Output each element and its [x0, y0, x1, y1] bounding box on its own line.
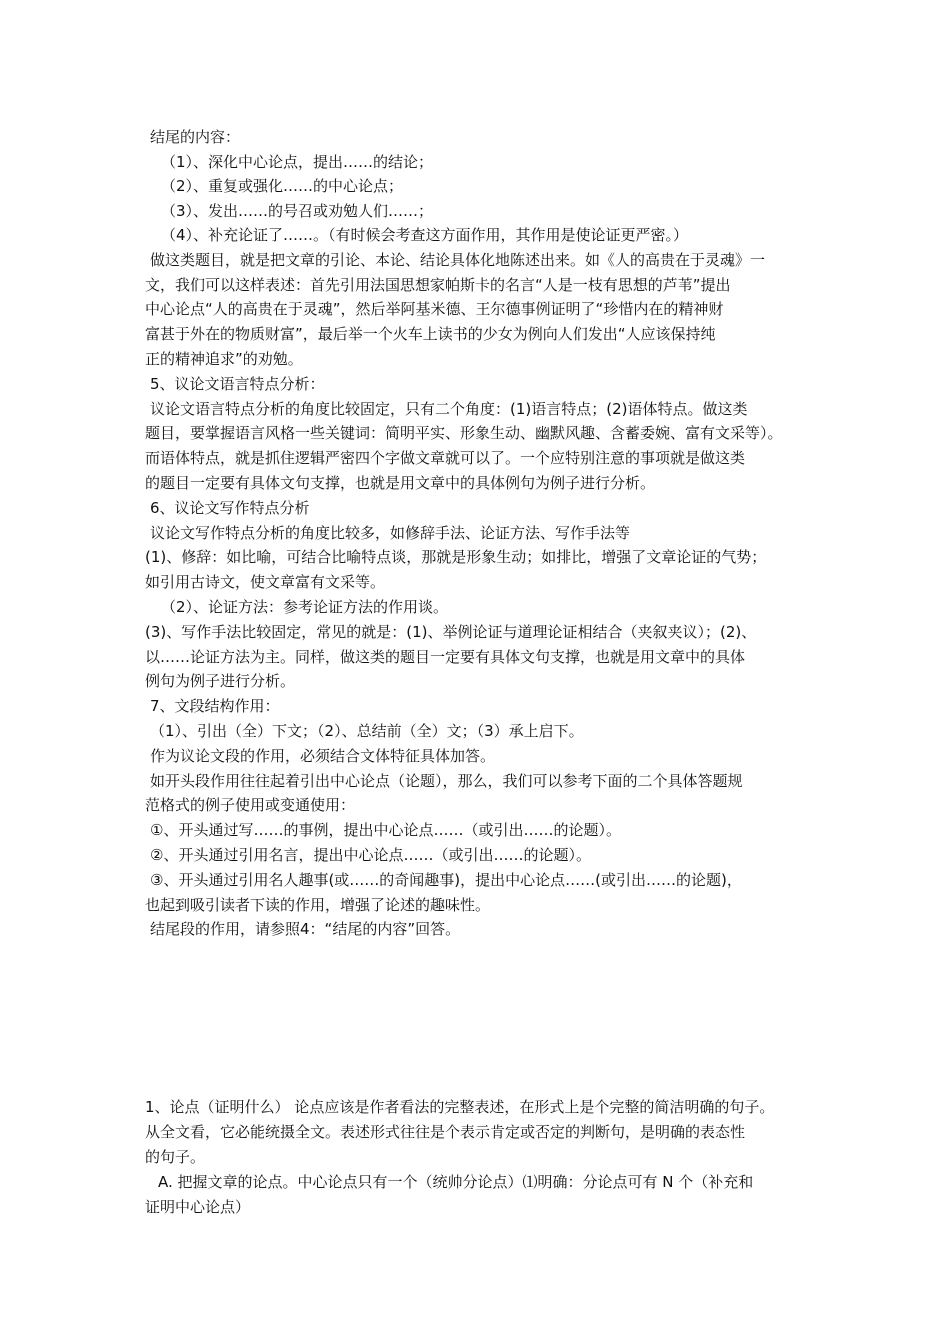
text-line: （1）、引出（全）下文；（2）、总结前（全）文；（3）承上启下。	[150, 722, 584, 740]
text-line: 的句子。	[145, 1148, 206, 1166]
text-line: 富甚于外在的物质财富”，最后举一个火车上读书的少女为例向人们发出“人应该保持纯	[145, 325, 716, 343]
text-line: (3)、写作手法比较固定，常见的就是：(1)、举例论证与道理论证相结合（夹叙夹议）；(2)、	[145, 623, 757, 641]
text-line: 也起到吸引读者下读的作用，增强了论述的趣味性。	[145, 896, 491, 914]
text-line: 范格式的例子使用或变通使用：	[145, 796, 356, 814]
text-line: 结尾段的作用，请参照4：“结尾的内容”回答。	[150, 920, 461, 938]
text-line: (1)、修辞：如比喻，可结合比喻特点谈，那就是形象生动；如排比，增强了文章论证的气势；	[145, 548, 767, 566]
text-line: 做这类题目，就是把文章的引论、本论、结论具体化地陈述出来。如《人的高贵在于灵魂》一	[150, 251, 766, 269]
text-line: 证明中心论点）	[145, 1198, 251, 1216]
text-line: 如引用古诗文，使文章富有文采等。	[145, 573, 386, 591]
text-line: （3）、发出……的号召或劝勉人们……；	[161, 202, 434, 220]
text-line: （4）、补充论证了……。（有时候会考查这方面作用，其作用是使论证更严密。）	[161, 226, 689, 244]
text-line: （2）、论证方法：参考论证方法的作用谈。	[161, 598, 449, 616]
text-line: 从全文看，它必能统摄全文。表述形式往往是个表示肯定或否定的判断句，是明确的表态性	[145, 1123, 746, 1141]
text-line: 例句为例子进行分析。	[145, 672, 296, 690]
text-line: 的题目一定要有具体文句支撑，也就是用文章中的具体例句为例子进行分析。	[145, 474, 656, 492]
text-line: ①、开头通过写……的事例，提出中心论点……（或引出……的论题）。	[150, 821, 621, 839]
text-line: 作为议论文段的作用，必须结合文体特征具体加答。	[150, 747, 496, 765]
text-line: 而语体特点，就是抓住逻辑严密四个字做文章就可以了。一个应特别注意的事项就是做这类	[145, 449, 746, 467]
text-line: 文，我们可以这样表述：首先引用法国思想家帕斯卡的名言“人是一枝有思想的芦苇”提出	[145, 276, 731, 294]
text-line: 1、论点（证明什么） 论点应该是作者看法的完整表述，在形式上是个完整的简洁明确的句子。	[145, 1098, 775, 1116]
text-line: 结尾的内容：	[150, 128, 241, 146]
section-heading: 7、文段结构作用：	[150, 697, 280, 715]
text-line: （2）、重复或强化……的中心论点；	[161, 177, 404, 195]
text-line: 题目，要掌握语言风格一些关键词：简明平实、形象生动、幽默风趣、含蓄委婉、富有文采等）。	[145, 424, 783, 442]
text-line: 议论文语言特点分析的角度比较固定，只有二个角度：(1)语言特点；(2)语体特点。做这类	[150, 400, 748, 418]
text-line: （1）、深化中心论点，提出……的结论；	[161, 153, 434, 171]
section-heading: 5、议论文语言特点分析：	[150, 375, 325, 393]
text-line: 以……论证方法为主。同样，做这类的题目一定要有具体文句支撑，也就是用文章中的具体	[145, 648, 746, 666]
text-line: ②、开头通过引用名言，提出中心论点……（或引出……的论题）。	[150, 846, 591, 864]
text-line: ③、开头通过引用名人趣事(或……的奇闻趣事)，提出中心论点……(或引出……的论题)，	[150, 871, 742, 889]
text-line: 正的精神追求”的劝勉。	[145, 350, 303, 368]
text-line: A. 把握文章的论点。中心论点只有一个（统帅分论点）⑴明确：分论点可有 N 个（补充和	[158, 1173, 754, 1191]
text-line: 如开头段作用往往起着引出中心论点（论题），那么，我们可以参考下面的二个具体答题规	[150, 772, 743, 790]
section-heading: 6、议论文写作特点分析	[150, 499, 310, 517]
text-line: 议论文写作特点分析的角度比较多，如修辞手法、论证方法、写作手法等	[150, 524, 631, 542]
text-line: 中心论点“人的高贵在于灵魂”，然后举阿基米德、王尔德事例证明了“珍惜内在的精神财	[145, 300, 724, 318]
